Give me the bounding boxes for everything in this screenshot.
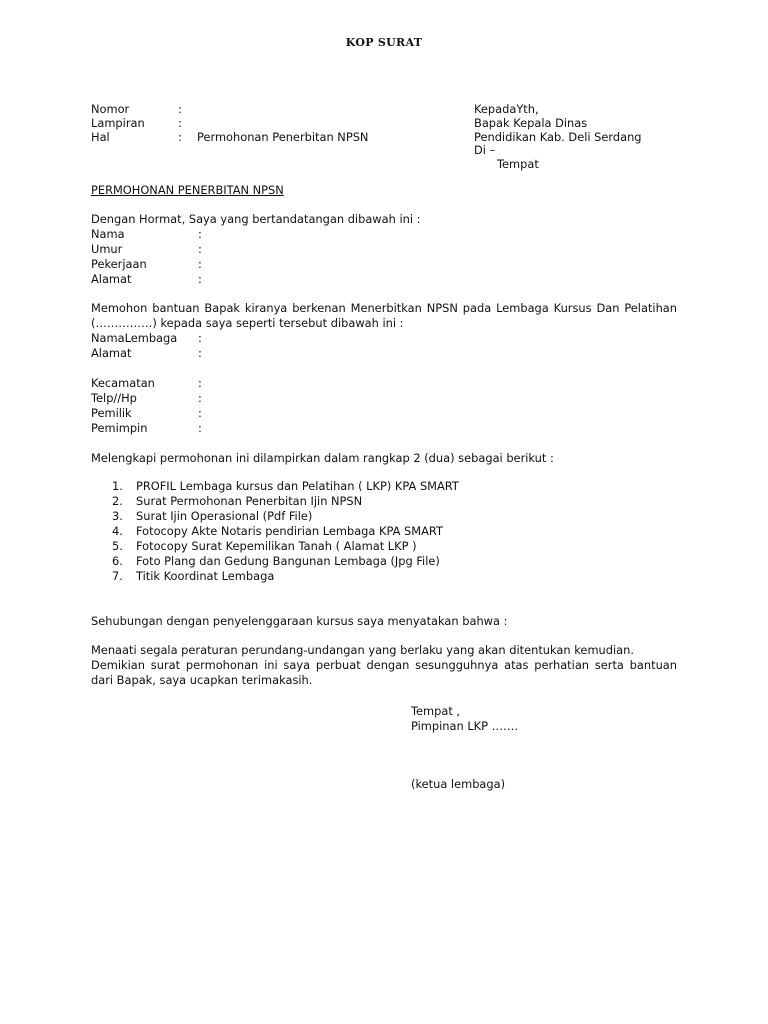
intro-text: Dengan Hormat, Saya yang bertandatangan dibawah ini : (91, 212, 421, 226)
list-item-text: Foto Plang dan Gedung Bangunan Lembaga (Jpg File) (136, 554, 440, 568)
institution-nama-label: NamaLembaga (91, 331, 178, 345)
signature-name: (ketua lembaga) (411, 777, 506, 791)
recipient-line-1: KepadaYth, (474, 102, 539, 116)
applicant-pekerjaan-label: Pekerjaan (91, 257, 147, 271)
list-item (112, 479, 459, 494)
applicant-nama-colon: : (198, 227, 202, 241)
applicant-alamat-label: Alamat (91, 272, 132, 286)
institution-telp-colon: : (198, 391, 202, 405)
institution-alamat-label: Alamat (91, 346, 132, 360)
closing-line-1: Menaati segala peraturan perundang-undangan yang berlaku yang akan ditentukan kemudian. (91, 643, 634, 657)
list-item-number: 3. (112, 509, 123, 523)
institution-pemimpin-label: Pemimpin (91, 421, 148, 435)
list-item-text: Surat Ijin Operasional (Pdf File) (136, 509, 313, 523)
applicant-umur-label: Umur (91, 242, 123, 256)
institution-nama-colon: : (198, 331, 202, 345)
institution-kecamatan-colon: : (198, 376, 202, 390)
recipient-line-2: Bapak Kepala Dinas (474, 116, 588, 130)
attachments-intro: Melengkapi permohonan ini dilampirkan dalam rangkap 2 (dua) sebagai berikut : (91, 451, 554, 465)
hal-colon: : (178, 130, 182, 144)
institution-pemimpin-colon: : (198, 421, 202, 435)
institution-kecamatan-label: Kecamatan (91, 376, 155, 390)
attachments-list (112, 479, 459, 584)
letterhead-title: KOP SURAT (345, 36, 423, 49)
list-item-number: 5. (112, 539, 123, 553)
closing-paragraph: Demikian surat permohonan ini saya perbuat dengan sesungguhnya atas perhatian serta bantuan dari Bapak, saya ucapkan terimakasih. (91, 658, 677, 687)
list-item (112, 509, 459, 524)
applicant-umur-colon: : (198, 242, 202, 256)
list-item-text: Fotocopy Akte Notaris pendirian Lembaga KPA SMART (136, 524, 443, 538)
list-item-number: 4. (112, 524, 123, 538)
signature-title: Pimpinan LKP ……. (411, 719, 519, 733)
signature-place: Tempat , (411, 704, 461, 718)
list-item (112, 569, 459, 584)
recipient-line-3: Pendidikan Kab. Deli Serdang (474, 130, 642, 144)
list-item (112, 524, 459, 539)
list-item-number: 1. (112, 479, 123, 493)
lampiran-colon: : (178, 116, 182, 130)
institution-telp-label: Telp//Hp (91, 391, 137, 405)
nomor-colon: : (178, 102, 182, 116)
recipient-line-5: Tempat (497, 157, 539, 171)
list-item-number: 2. (112, 494, 123, 508)
list-item-number: 6. (112, 554, 123, 568)
list-item-text: Titik Koordinat Lembaga (136, 569, 275, 583)
institution-pemilik-label: Pemilik (91, 406, 132, 420)
list-item (112, 554, 459, 569)
letter-subject: PERMOHONAN PENERBITAN NPSN (91, 183, 284, 197)
request-paragraph: Memohon bantuan Bapak kiranya berkenan Menerbitkan NPSN pada Lembaga Kursus Dan Pelatihan (……………) kepada saya seperti tersebut dibawah ini : (91, 301, 677, 330)
applicant-pekerjaan-colon: : (198, 257, 202, 271)
recipient-line-4: Di – (474, 143, 496, 157)
lampiran-label: Lampiran (91, 116, 145, 130)
hal-label: Hal (91, 130, 110, 144)
applicant-alamat-colon: : (198, 272, 202, 286)
list-item-text: PROFIL Lembaga kursus dan Pelatihan ( LKP) KPA SMART (136, 479, 459, 493)
list-item (112, 494, 459, 509)
nomor-label: Nomor (91, 102, 130, 116)
hal-value: Permohonan Penerbitan NPSN (197, 130, 369, 144)
list-item-number: 7. (112, 569, 123, 583)
list-item-text: Surat Permohonan Penerbitan Ijin NPSN (136, 494, 363, 508)
applicant-nama-label: Nama (91, 227, 125, 241)
institution-pemilik-colon: : (198, 406, 202, 420)
institution-alamat-colon: : (198, 346, 202, 360)
list-item-text: Fotocopy Surat Kepemilikan Tanah ( Alamat LKP ) (136, 539, 417, 553)
closing-statement: Sehubungan dengan penyelenggaraan kursus saya menyatakan bahwa : (91, 614, 508, 628)
list-item (112, 539, 459, 554)
